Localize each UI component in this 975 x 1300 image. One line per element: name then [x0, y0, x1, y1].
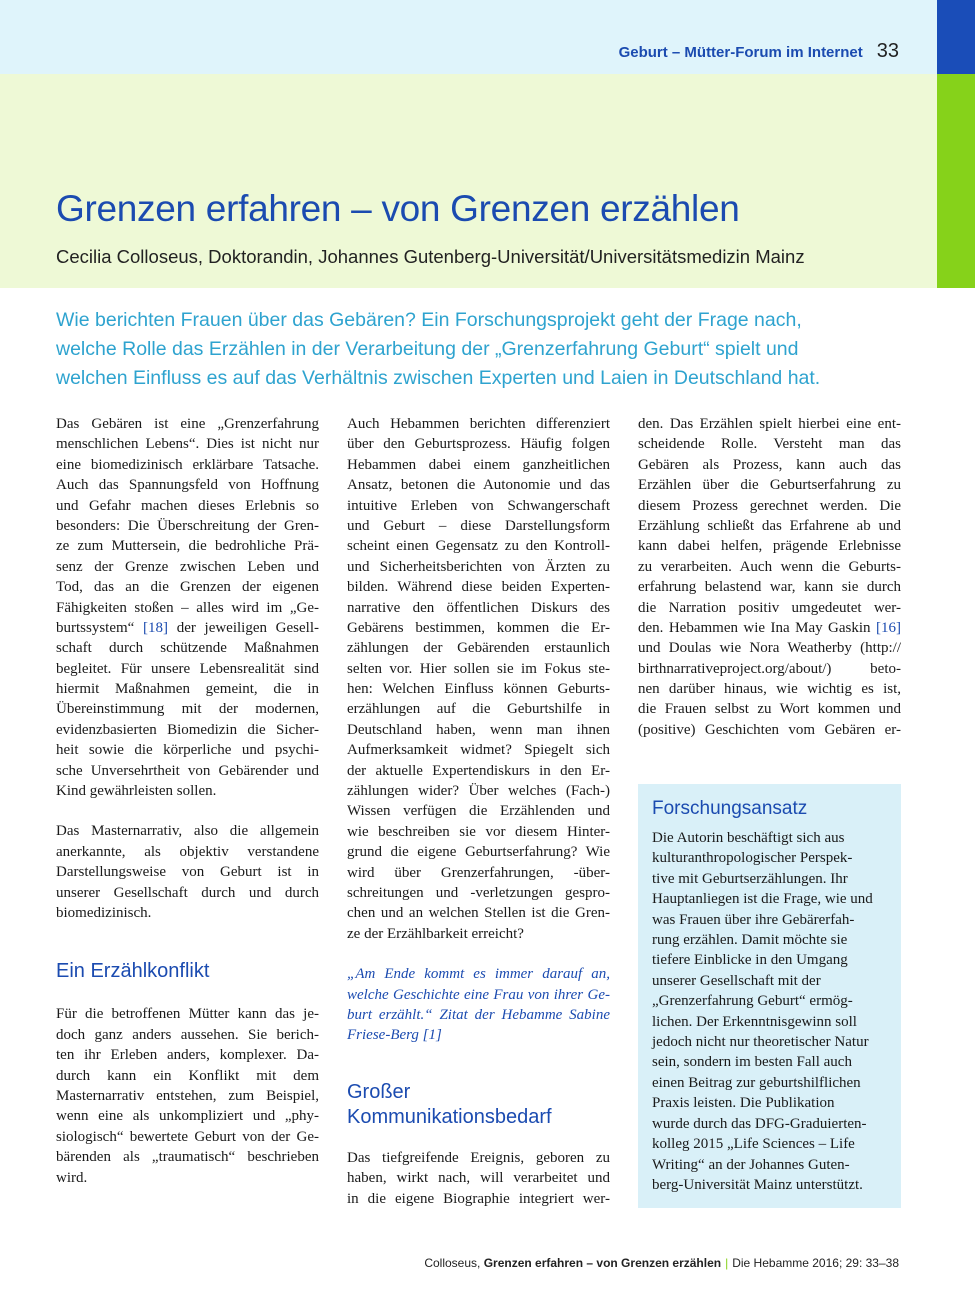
text-line: Praxis leisten. Die Publikation [652, 1095, 835, 1112]
text-line: diesem Prozess gerechnet werden. Die [638, 497, 901, 514]
text-line: wurde durch das DFG-Graduierten- [652, 1115, 867, 1132]
text-line: die Frauen selbst zu Wort kommen und [638, 701, 901, 718]
running-footer [424, 1256, 899, 1270]
text-line: evidenzbasierten Biomedizin die Sicher- [56, 721, 319, 738]
column-1 [56, 414, 319, 1188]
text-line: anerkannte, als objektiv verstandene [56, 843, 319, 860]
text-line: schreitungen und -verletzungen gespro- [347, 884, 610, 901]
text-line: und Gefahr machen dieses Erlebnis so [56, 497, 319, 514]
text-line: besonders: Die Überschreitung der Gren- [56, 517, 319, 534]
paragraph [638, 414, 901, 740]
text-fragment: der jeweiligen Gesell- [168, 619, 319, 636]
text-line: rung erzählen. Damit möchte sie [652, 932, 848, 949]
lead-line: welchen Einfluss es auf das Verhältnis zwischen Experten und Laien in Deutschland hat. [56, 367, 821, 389]
text-line: eine biomedizinisch erklärbare Tatsache. [56, 456, 319, 473]
column-2 [347, 414, 610, 1209]
section-heading: Ein Erzählkonflikt [56, 960, 210, 983]
text-line: doch ganz anders aussehen. Sie berich- [56, 1026, 319, 1043]
text-line: Tod, das an die Grenzen der eigenen [56, 579, 319, 596]
info-box [638, 784, 901, 1208]
text-line: selten vor. Hier sollen sie im Fokus ste- [347, 660, 610, 677]
paragraph [56, 414, 319, 801]
heading-line: Kommunikationsbedarf [347, 1105, 552, 1128]
lead-line: welche Rolle das Erzählen in der Verarbeitung der „Grenzerfahrung Geburt“ spielt und [56, 338, 799, 360]
side-tab-green [937, 74, 975, 288]
text-line [56, 618, 319, 638]
text-line: und Sicherheitsberichten von Ärzten zu [347, 558, 610, 575]
text-line: scheint einen Gegensatz zu den Kontroll- [347, 538, 610, 555]
text-line: zu verarbeiten. Auch wenn die Geburts- [638, 558, 901, 575]
text-line: Darstellungsweise von Geburt ist in [56, 864, 319, 881]
text-line: sche Unversehrtheit von Gebärender und [56, 762, 319, 779]
text-line: berg-Universität Mainz unterstützt. [652, 1176, 863, 1193]
citation-link[interactable]: [18] [143, 619, 169, 636]
text-line: jedoch nicht nur theoretischer Natur [652, 1034, 869, 1051]
text-line: ze zum Muttersein, die bedrohliche Prä- [56, 538, 319, 555]
author-line: Cecilia Colloseus, Doktorandin, Johannes Gutenberg-Universität/Universitätsmedizin Mainz [56, 246, 805, 267]
text-line: unserer Gesellschaft durch und durch [56, 884, 319, 901]
quote-line: burt erzählt.“ Zitat der Hebamme Sabine [347, 1006, 610, 1023]
text-line: Kind gewährleisten sollen. [56, 783, 217, 800]
page-number: 33 [876, 40, 899, 62]
text-line: biomedizinisch. [56, 904, 152, 921]
text-line: erfahrung belastend war, kann sie durch [638, 579, 901, 596]
paragraph [347, 1148, 610, 1209]
footer-citation: Die Hebamme 2016; 29: 33–38 [732, 1256, 899, 1270]
text-line: der aktuelle Expertendiskurs in den Er- [347, 762, 610, 779]
text-line: intuitive Erleben von Schwangerschaft [347, 497, 610, 514]
quote-line [347, 1025, 610, 1045]
text-line: ze der Erzählbarkeit erreicht? [347, 925, 524, 942]
footer-author: Colloseus, [424, 1256, 484, 1270]
text-line: unserer Gesellschaft mit der [652, 972, 821, 989]
text-line: hen: Welchen Einfluss können Geburts- [347, 681, 610, 698]
text-line: Das tiefgreifende Ereignis, geboren zu [347, 1149, 610, 1166]
text-line: „Grenzerfahrung Geburt“ ermög- [652, 993, 853, 1010]
text-line: und Geburt – diese Darstellungsform [347, 517, 610, 534]
text-line: und Doulas wie Nora Weatherby (http:// [638, 640, 901, 657]
lead-line: Wie berichten Frauen über das Gebären? Ein Forschungsprojekt geht der Frage nach, [56, 309, 802, 331]
text-line: Deutschland haben, wenn man ihnen [347, 721, 610, 738]
text-line: (positive) Geschichten vom Gebären er- [638, 721, 901, 738]
text-fragment: Friese-Berg [347, 1027, 423, 1044]
heading-line: Großer [347, 1080, 411, 1103]
text-line: Ansatz, betonen die Autonomie und das [347, 477, 610, 494]
text-line: birthnarrativeproject.org/about/) beto- [638, 660, 901, 677]
text-line: Aufmerksamkeit widmet? Spiegelt sich [347, 742, 610, 759]
citation-link[interactable]: [16] [876, 619, 901, 636]
text-line: Erzählen über die Geburtserfahrung zu [638, 477, 901, 494]
text-line: tiefere Einblicke in den Umgang [652, 952, 848, 969]
text-line: wie beschreiben sie vor diesem Hinter- [347, 823, 610, 840]
text-line: bärenden als „traumatisch“ beschrieben [56, 1149, 319, 1166]
text-line: wird über Grenzerfahrungen, -über- [347, 864, 610, 881]
text-line: menschlichen Lebens“. Dies ist nicht nur [56, 436, 319, 453]
section-heading [347, 1080, 610, 1130]
text-line: narrative den öffentlichen Diskurs des [347, 599, 610, 616]
paragraph [56, 821, 319, 923]
citation-link[interactable]: [1] [422, 1027, 442, 1044]
text-line: senz der Grenze zwischen Leben und [56, 558, 319, 575]
text-line: erzählungen auf die Geburtshilfe in [347, 701, 610, 718]
text-line: Für die betroffenen Mütter kann das je- [56, 1006, 319, 1023]
text-line: Hebammen dabei einem ganzheitlichen [347, 456, 610, 473]
quote-line: „Am Ende kommt es immer darauf an, [347, 966, 610, 983]
text-line: über den Geburtsprozess. Häufig folgen [347, 436, 610, 453]
article-title: Grenzen erfahren – von Grenzen erzählen [56, 188, 740, 229]
text-line: kolleg 2015 „Life Sciences – Life [652, 1136, 855, 1153]
text-line: nen darüber hinaus, wie wichtig es ist, [638, 681, 901, 698]
text-line: kann dabei helfen, prägende Erlebnisse [638, 538, 901, 555]
text-line: scheidende Rolle. Versteht man das [638, 436, 901, 453]
paragraph [56, 1004, 319, 1188]
text-fragment: burtssystem“ [56, 619, 144, 636]
footer-separator: | [725, 1256, 729, 1270]
paragraph [347, 414, 610, 944]
quote-line: welche Geschichte eine Frau von ihrer Ge- [347, 986, 610, 1003]
text-line: wird. [56, 1169, 88, 1186]
info-box-title: Forschungsansatz [652, 798, 808, 819]
text-line: siologisch“ bewertete Geburt von der Ge- [56, 1128, 319, 1145]
text-fragment: den. Hebammen wie Ina May Gaskin [638, 619, 876, 636]
text-line: die Narration positiv umgedeutet wer- [638, 599, 901, 616]
text-line: lichen. Der Erkenntnisgewinn soll [652, 1013, 857, 1030]
text-line: kulturanthropologischer Perspek- [652, 850, 853, 867]
text-line: begleitet. Für unsere Lebensrealität sind [56, 660, 319, 677]
text-line: Auch Hebammen berichten differenziert [347, 416, 610, 432]
pull-quote [347, 964, 610, 1046]
text-line: zählungen wider? Über welches (Fach-) [347, 783, 610, 800]
text-line: zählungen der Gebärenden erstaunlich [347, 640, 610, 657]
text-line: Fähigkeiten stoßen – alles wird im „Ge- [56, 599, 319, 616]
text-line: Erzählung schließt das Erfahrene ab und [638, 517, 901, 534]
text-line: einen Beitrag zur geburtshilflichen [652, 1074, 861, 1091]
footer-title: Grenzen erfahren – von Grenzen erzählen [483, 1256, 722, 1270]
text-line: chen und an welchen Stellen ist die Gren- [347, 905, 610, 922]
section-title: Geburt – Mütter-Forum im Internet [618, 44, 863, 61]
text-line: Masternarrativ entstehen, zum Beispiel, [56, 1087, 319, 1104]
text-line: Wissen verfügen die Erzählenden und [347, 803, 610, 820]
text-line: Writing“ an der Johannes Guten- [652, 1156, 850, 1173]
text-line: Gebären als Prozess, kann auch das [638, 456, 901, 473]
column-3 [638, 414, 901, 740]
lead-paragraph [56, 306, 906, 393]
text-line: Übereinstimmung mit der modernen, [56, 701, 319, 718]
text-line: Das Gebären ist eine „Grenzerfahrung [56, 416, 319, 432]
text-line: grund die eigene Geburtserfahrung? Wie [347, 844, 610, 861]
text-line: haben, wirkt nach, will verarbeitet und [347, 1170, 610, 1187]
text-line: schaft durch schützende Maßnahmen [56, 640, 319, 657]
text-line: heit sowie die körperliche und psychi- [56, 742, 319, 759]
text-line: in die eigene Biographie integriert wer- [347, 1190, 610, 1207]
side-tab-blue [937, 0, 975, 74]
text-line: ten ihr Erleben anders, komplexer. Da- [56, 1047, 319, 1064]
text-line: Gebärens bestimmen, kommen die Er- [347, 619, 610, 636]
text-line [638, 618, 901, 638]
text-line: bilden. Während diese beiden Experten- [347, 579, 610, 596]
text-line: durch kann ein Konflikt mit dem [56, 1067, 319, 1084]
running-header [619, 40, 899, 63]
text-line: tive mit Geburtserzählungen. Ihr [652, 870, 848, 887]
text-line: Die Autorin beschäftigt sich aus [652, 830, 845, 846]
text-line: Auch das Spannungsfeld von Hoffnung [56, 477, 319, 494]
text-line: sein, sondern im besten Fall auch [652, 1054, 852, 1071]
text-line: was Frauen über ihre Gebärerfah- [652, 911, 855, 928]
text-line: Hauptanliegen ist die Frage, wie und [652, 891, 873, 908]
text-line: hiermit Maßnahmen gemeint, die in [56, 681, 319, 698]
text-line: Das Masternarrativ, also die allgemein [56, 823, 319, 840]
text-line: den. Das Erzählen spielt hierbei eine ent- [638, 416, 901, 432]
text-line: wenn eine als unkompliziert und „phy- [56, 1108, 319, 1125]
